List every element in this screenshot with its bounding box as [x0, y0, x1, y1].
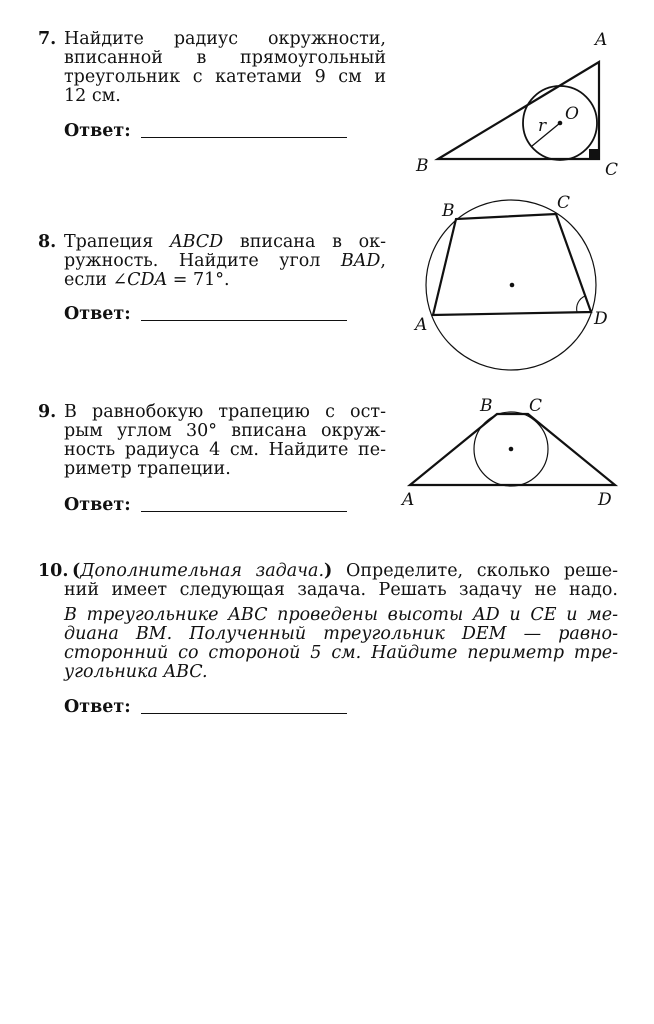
text-line: Найдите радиус окружности, — [64, 29, 386, 49]
center-point — [509, 447, 514, 452]
label-c: C — [529, 396, 543, 416]
label-o: O — [565, 104, 579, 124]
label-d: D — [594, 309, 608, 329]
text-line: ний имеет следующая задача. Решать задачу не надо. — [64, 580, 618, 600]
math-term: CDA — [127, 270, 168, 290]
label-r: r — [538, 116, 547, 136]
text-line: риметр трапеции. — [64, 459, 231, 479]
label-b: B — [480, 396, 493, 416]
answer-blank[interactable] — [141, 306, 347, 321]
label-b: B — [442, 201, 455, 221]
answer-blank[interactable] — [141, 699, 347, 714]
text-line: вписанной в прямоугольный — [64, 48, 386, 68]
text-line: сторонний со стороной 5 см. Найдите периметр тре- — [64, 643, 618, 663]
answer-field[interactable] — [64, 305, 347, 324]
math-term: BAD — [340, 251, 381, 271]
task-text — [64, 233, 386, 290]
paren-close: ) — [324, 561, 333, 581]
answer-label: Ответ: — [64, 495, 131, 515]
answer-blank[interactable] — [141, 497, 347, 512]
problem-statement — [64, 606, 618, 682]
task-number: 9. — [38, 402, 57, 422]
label-a: A — [595, 30, 608, 50]
text-line: диана BM. Полученный треугольник DEM — равно- — [64, 624, 618, 644]
text-line: В равнобокую трапецию с ост- — [64, 402, 386, 422]
text-line — [64, 252, 386, 271]
text-line: треугольник с катетами 9 см и — [64, 67, 386, 87]
text-fragment: Трапеция — [64, 232, 170, 252]
task-number: 10. — [38, 561, 69, 581]
right-angle-mark — [589, 149, 599, 159]
text-fragment: вписана в ок- — [223, 232, 386, 252]
label-c: C — [605, 160, 619, 180]
task-number: 8. — [38, 232, 57, 252]
label-d: D — [598, 490, 612, 510]
answer-label: Ответ: — [64, 121, 131, 141]
text-fragment: ружность. Найдите угол — [64, 251, 341, 271]
paren-open: ( — [72, 561, 81, 581]
text-line: В треугольнике ABC проведены высоты AD и CE и ме- — [64, 605, 618, 625]
text-line: 12 см. — [64, 86, 121, 106]
math-term: ABCD — [169, 232, 224, 252]
label-a: A — [415, 315, 428, 335]
text-line — [64, 271, 386, 290]
task-text — [64, 30, 386, 106]
text-line: ность радиуса 4 см. Найдите пе- — [64, 440, 386, 460]
task-heading: Дополнительная задача. — [80, 561, 325, 581]
text-fragment: = 71°. — [167, 270, 230, 290]
trapezoid-abcd — [433, 214, 591, 315]
text-line — [64, 233, 386, 252]
text-line: угольника ABC. — [64, 662, 208, 682]
text-fragment: Определите, сколько реше- — [346, 561, 618, 581]
task-text — [64, 403, 386, 479]
text-line — [72, 562, 618, 581]
task-text-cont — [64, 581, 618, 682]
figure-trapezoid-inscribed-circle — [398, 393, 628, 513]
label-b: B — [416, 156, 429, 176]
figure-inscribed-trapezoid — [405, 188, 630, 388]
answer-field[interactable] — [64, 122, 347, 141]
label-a: A — [402, 490, 415, 510]
answer-field[interactable] — [64, 698, 347, 717]
angle-arc-d — [577, 296, 585, 312]
answer-label: Ответ: — [64, 697, 131, 717]
label-c: C — [557, 193, 571, 213]
figure-right-triangle — [410, 25, 635, 180]
center-point — [510, 283, 515, 288]
text-fragment: , — [380, 251, 386, 271]
answer-label: Ответ: — [64, 304, 131, 324]
answer-blank[interactable] — [141, 123, 347, 138]
task-text — [72, 562, 618, 581]
task-number: 7. — [38, 29, 57, 49]
answer-field[interactable] — [64, 496, 347, 515]
text-fragment: если ∠ — [64, 270, 128, 290]
text-line: рым углом 30° вписана окруж- — [64, 421, 386, 441]
